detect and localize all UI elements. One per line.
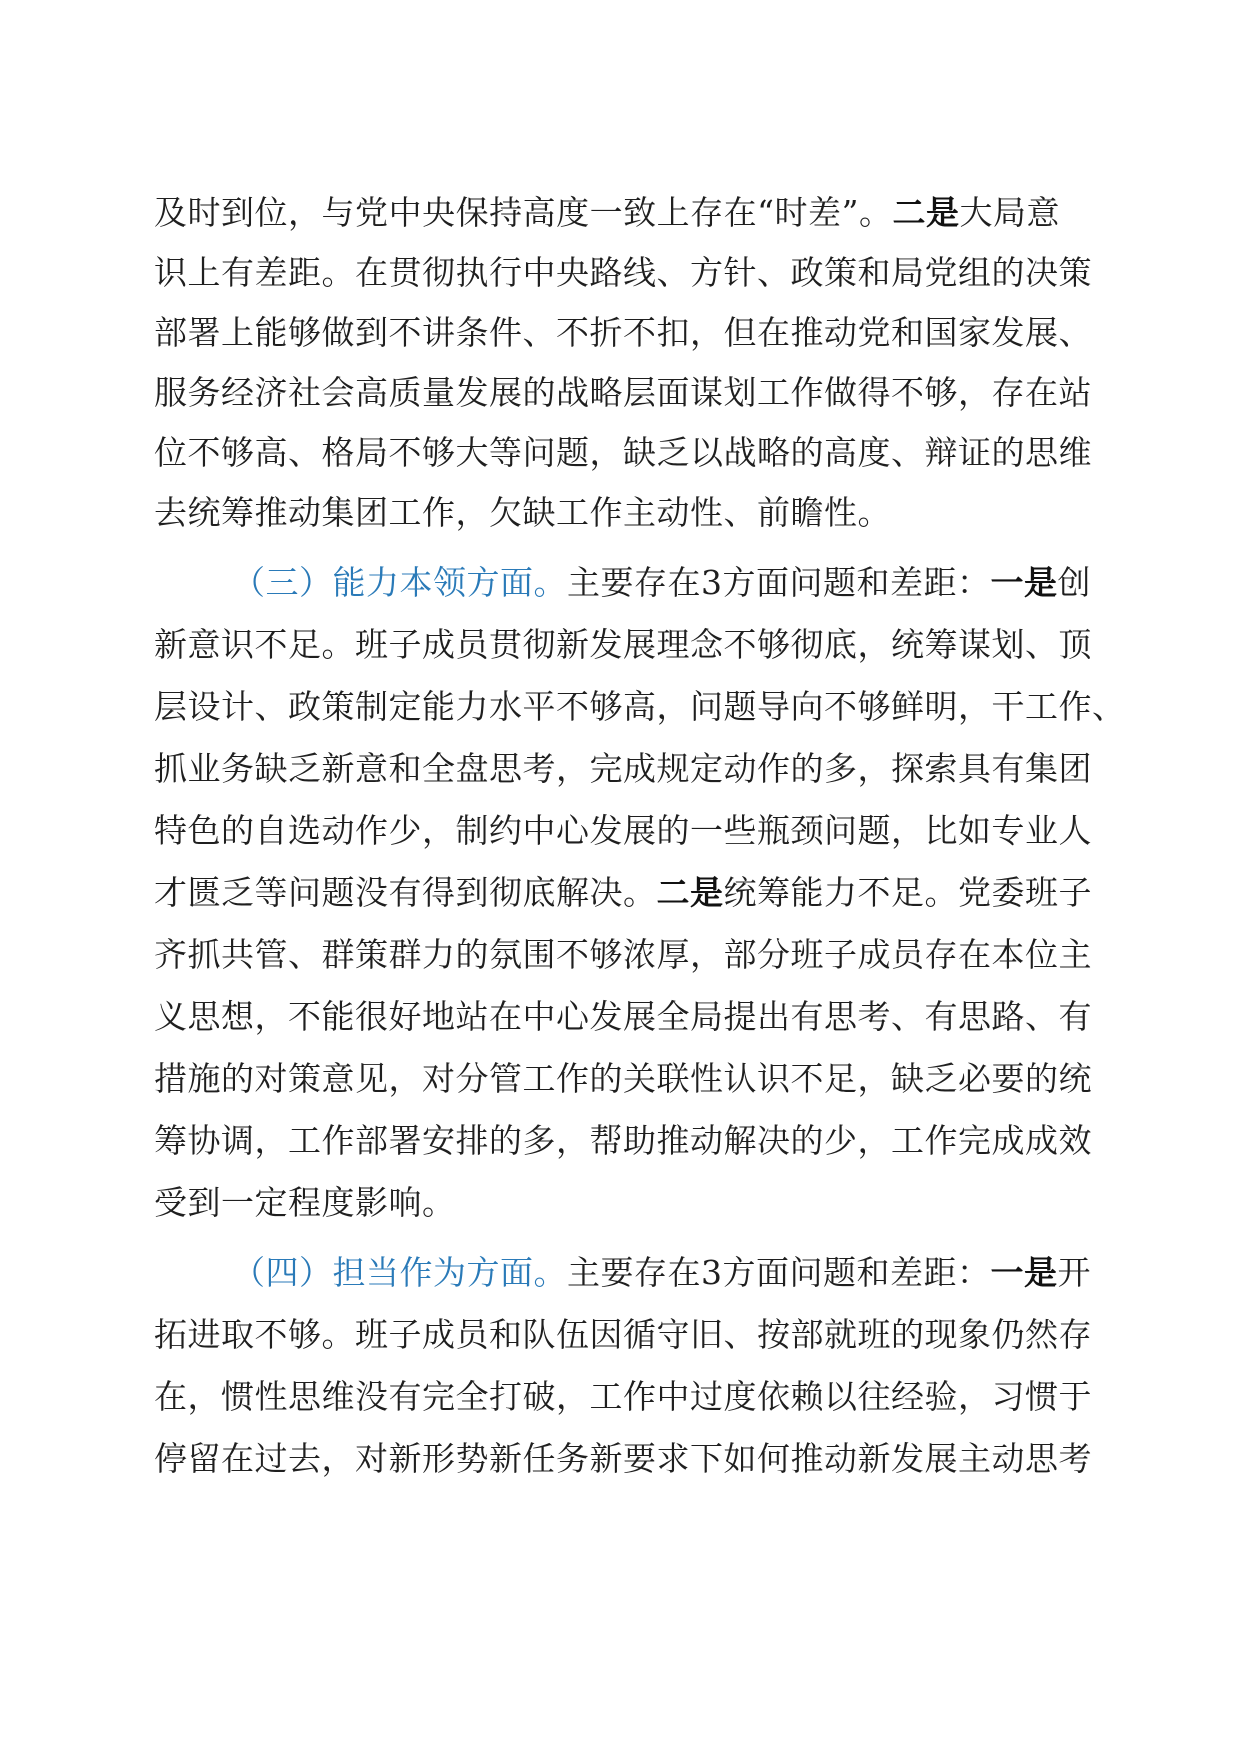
- paragraph-line: 受到一定程度影响。: [154, 1183, 456, 1222]
- paragraph-line: 措施的对策意见，对分管工作的关联性认识不足，缺乏必要的统: [154, 1059, 1092, 1098]
- paragraph-line: 停留在过去，对新形势新任务新要求下如何推动新发展主动思考: [154, 1439, 1092, 1478]
- text-run: 统筹能力不足。党委班子: [723, 873, 1092, 912]
- paragraph-line: [154, 180, 1060, 246]
- text-run: 主要存在3方面问题和差距：: [567, 1253, 991, 1292]
- paragraph-line: 层设计、政策制定能力水平不够高，问题导向不够鲜明，干工作、: [154, 687, 1126, 726]
- paragraph-line: 新意识不足。班子成员贯彻新发展理念不够彻底，统筹谋划、顶: [154, 625, 1092, 664]
- section-heading: （三）能力本领方面。: [232, 563, 567, 602]
- text-run: 创: [1057, 563, 1091, 602]
- paragraph-line: 部署上能够做到不讲条件、不折不扣，但在推动党和国家发展、: [154, 313, 1092, 352]
- text-run: 主要存在3方面问题和差距：: [567, 563, 991, 602]
- bold-ordinal: 二是: [656, 873, 724, 912]
- bold-ordinal: 二是: [892, 193, 960, 232]
- text-run: 及时到位，与党中央保持高度一致上存在“时差”。: [154, 193, 893, 232]
- text-run: 才匮乏等问题没有得到彻底解决。: [154, 873, 657, 912]
- paragraph-line: [232, 550, 1091, 616]
- paragraph-line: 位不够高、格局不够大等问题，缺乏以战略的高度、辩证的思维: [154, 433, 1092, 472]
- paragraph-line: 拓进取不够。班子成员和队伍因循守旧、按部就班的现象仍然存: [154, 1315, 1092, 1354]
- paragraph-line: [154, 860, 1092, 926]
- paragraph-line: 特色的自选动作少，制约中心发展的一些瓶颈问题，比如专业人: [154, 811, 1092, 850]
- paragraph-line: 识上有差距。在贯彻执行中央路线、方针、政策和局党组的决策: [154, 253, 1092, 292]
- paragraph-line: [232, 1240, 1091, 1306]
- paragraph-line: 去统筹推动集团工作，欠缺工作主动性、前瞻性。: [154, 493, 891, 532]
- text-run: 大局意: [959, 193, 1061, 232]
- section-heading: （四）担当作为方面。: [232, 1253, 567, 1292]
- paragraph-line: 服务经济社会高质量发展的战略层面谋划工作做得不够，存在站: [154, 373, 1092, 412]
- bold-ordinal: 一是: [990, 563, 1058, 602]
- paragraph-line: 抓业务缺乏新意和全盘思考，完成规定动作的多，探索具有集团: [154, 749, 1092, 788]
- paragraph-line: 在，惯性思维没有完全打破，工作中过度依赖以往经验，习惯于: [154, 1377, 1092, 1416]
- text-run: 开: [1057, 1253, 1091, 1292]
- paragraph-line: 筹协调，工作部署安排的多，帮助推动解决的少，工作完成成效: [154, 1121, 1092, 1160]
- paragraph-line: 义思想，不能很好地站在中心发展全局提出有思考、有思路、有: [154, 997, 1092, 1036]
- paragraph-line: 齐抓共管、群策群力的氛围不够浓厚，部分班子成员存在本位主: [154, 935, 1092, 974]
- bold-ordinal: 一是: [990, 1253, 1058, 1292]
